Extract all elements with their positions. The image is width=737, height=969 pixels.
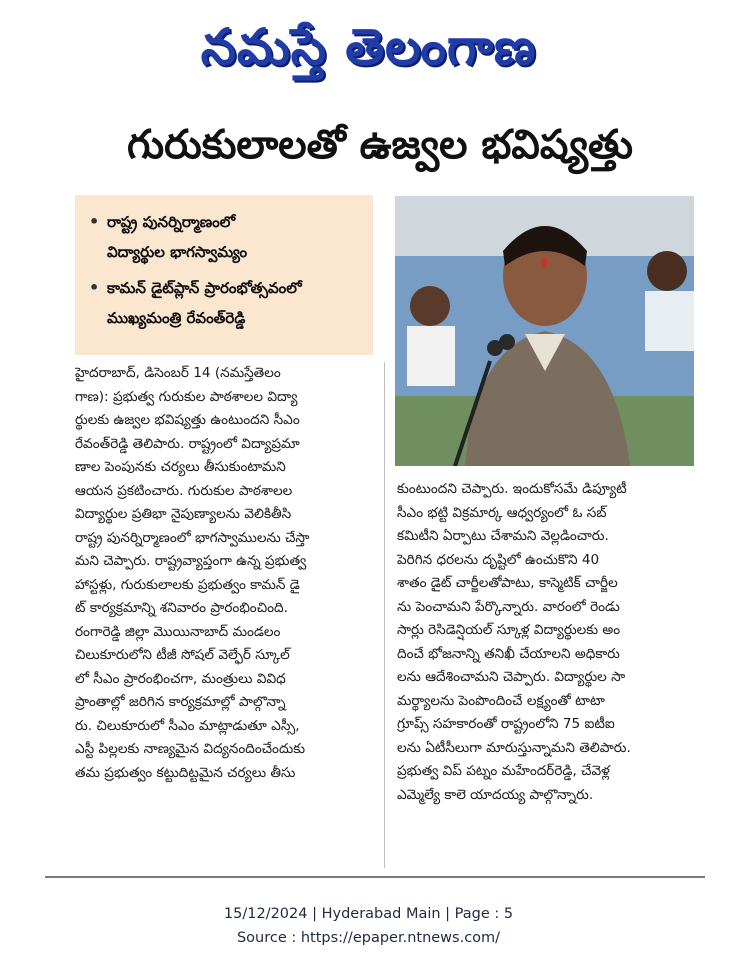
body-line: సార్లు రెసిడెన్షియల్ స్కూళ్ల విద్యార్థులకు అం [397,622,621,638]
subhead-line: విద్యార్థుల భాగస్వామ్యం [107,243,248,261]
subhead-item [89,273,363,333]
body-line: ప్రభుత్వ విప్ పట్నం మహేందర్‌రెడ్డి, చేవెళ్ల [397,763,610,779]
body-line: గాణ): ప్రభుత్వ గురుకుల పాఠశాలల విద్యా [75,388,298,405]
column-divider [384,362,385,868]
subhead-line: కామన్ డైట్‌ప్లాన్ ప్రారంభోత్సవంలో [107,279,302,297]
body-line: సీఎం భట్టి విక్రమార్క ఆధ్వర్యంలో ఓ సబ్ [397,504,607,521]
footer-source-link[interactable]: Source : https://epaper.ntnews.com/ [236,930,501,946]
chief-minister-speaking-photo [395,196,694,466]
body-line: దించే భోజనాన్ని తనిఖీ చేయాలని అధికారు [397,645,620,662]
article-headline: గురుకులాలతో ఉజ్వల భవిష్యత్తు [126,122,633,168]
body-line: గ్రూప్స్ సహకారంతో రాష్ట్రంలోని 75 ఐటీఐ [397,716,615,732]
article-body-left-column [75,362,375,785]
masthead-title: నమస్తే తెలంగాణ [200,18,537,76]
body-line: ఎమ్మెల్యే కాలె యాదయ్య పాల్గొన్నారు. [397,786,594,803]
body-line: ఎస్టీ పిల్లలకు నాణ్యమైన విద్యనందించేందుకు [75,741,306,757]
body-line: ను పెంచామని పేర్కొన్నారు. వారంలో రెండు [397,598,620,615]
body-line: ట్ కార్యక్రమాన్ని శనివారం ప్రారంభించింది. [75,600,288,616]
body-line: ప్రాంతాల్లో జరిగిన కార్యక్రమాల్లో పాల్గొన్నా [75,694,286,710]
body-line: హాస్టళ్లు, గురుకులాలకు ప్రభుత్వం కామన్ డై [75,576,300,593]
body-line: ణాల పెంపునకు చర్యలు తీసుకుంటామని [75,459,286,475]
body-line: కమిటీని ఏర్పాటు చేశామని వెల్లడించారు. [397,528,609,544]
footer-edition-info: 15/12/2024 | Hyderabad Main | Page : 5 [223,906,514,922]
body-line: ఆయన ప్రకటించారు. గురుకుల పాఠశాలల [75,482,293,499]
article-body-right-column [397,478,694,807]
body-line: శాతం డైట్ చార్జీలతోపాటు, కాస్మెటిక్ చార్జీల [397,575,618,591]
body-line: తమ ప్రభుత్వం కట్టుదిట్టమైన చర్యలు తీసు [75,764,296,781]
subhead-line: రాష్ట్ర పునర్నిర్మాణంలో [107,213,236,231]
body-line: మర్థ్యాలను పెంపొందించే లక్ష్యంతో టాటా [397,692,605,709]
subhead-item [89,207,363,267]
body-line: రేవంత్‌రెడ్డి తెలిపారు. రాష్ట్రంలో విద్యాప్రమా [75,435,300,452]
body-line: కుంటుందని చెప్పారు. ఇందుకోసమే డిప్యూటీ [397,481,627,497]
body-line: విద్యార్థుల ప్రతిభా నైపుణ్యాలను వెలికితీసి [75,506,292,522]
body-line: లను ఏటీసీలుగా మారుస్తున్నామని తెలిపారు. [397,739,631,756]
body-line: హైదరాబాద్, డిసెంబర్ 14 (నమస్తేతెలం [75,365,281,381]
bullet-icon: • [89,278,100,297]
subhead-line: ముఖ్యమంత్రి రేవంత్‌రెడ్డి [107,309,246,327]
body-line: రంగారెడ్డి జిల్లా మొయినాబాద్ మండలం [75,623,281,640]
body-line: లను ఆదేశించామని చెప్పారు. విద్యార్థుల సా [397,669,626,685]
news-photo [395,196,694,466]
body-line: లో సీఎం ప్రారంభించగా, మంత్రులు వివిధ [75,670,286,687]
body-line: రు. చిలుకూరులో సీఎం మాట్లాడుతూ ఎస్సీ, [75,717,300,734]
body-line: చిలుకూరులోని టీజీ సోషల్ వెల్ఫేర్ స్కూల్ [75,647,290,663]
body-line: పెరిగిన ధరలను దృష్టిలో ఉంచుకొని 40 [397,551,600,568]
body-line: రాష్ట్ర పునర్నిర్మాణంలో భాగస్వాములను చేస్తా [75,529,310,546]
body-line: మని చెప్పారు. రాష్ట్రవ్యాప్తంగా ఉన్న ప్రభుత్వ [75,553,307,569]
body-line: ర్థులకు ఉజ్వల భవిష్యత్తు ఉంటుందని సీఎం [75,412,300,428]
footer-rule [45,876,705,878]
subheads-box [75,195,373,355]
bullet-icon: • [89,212,100,231]
